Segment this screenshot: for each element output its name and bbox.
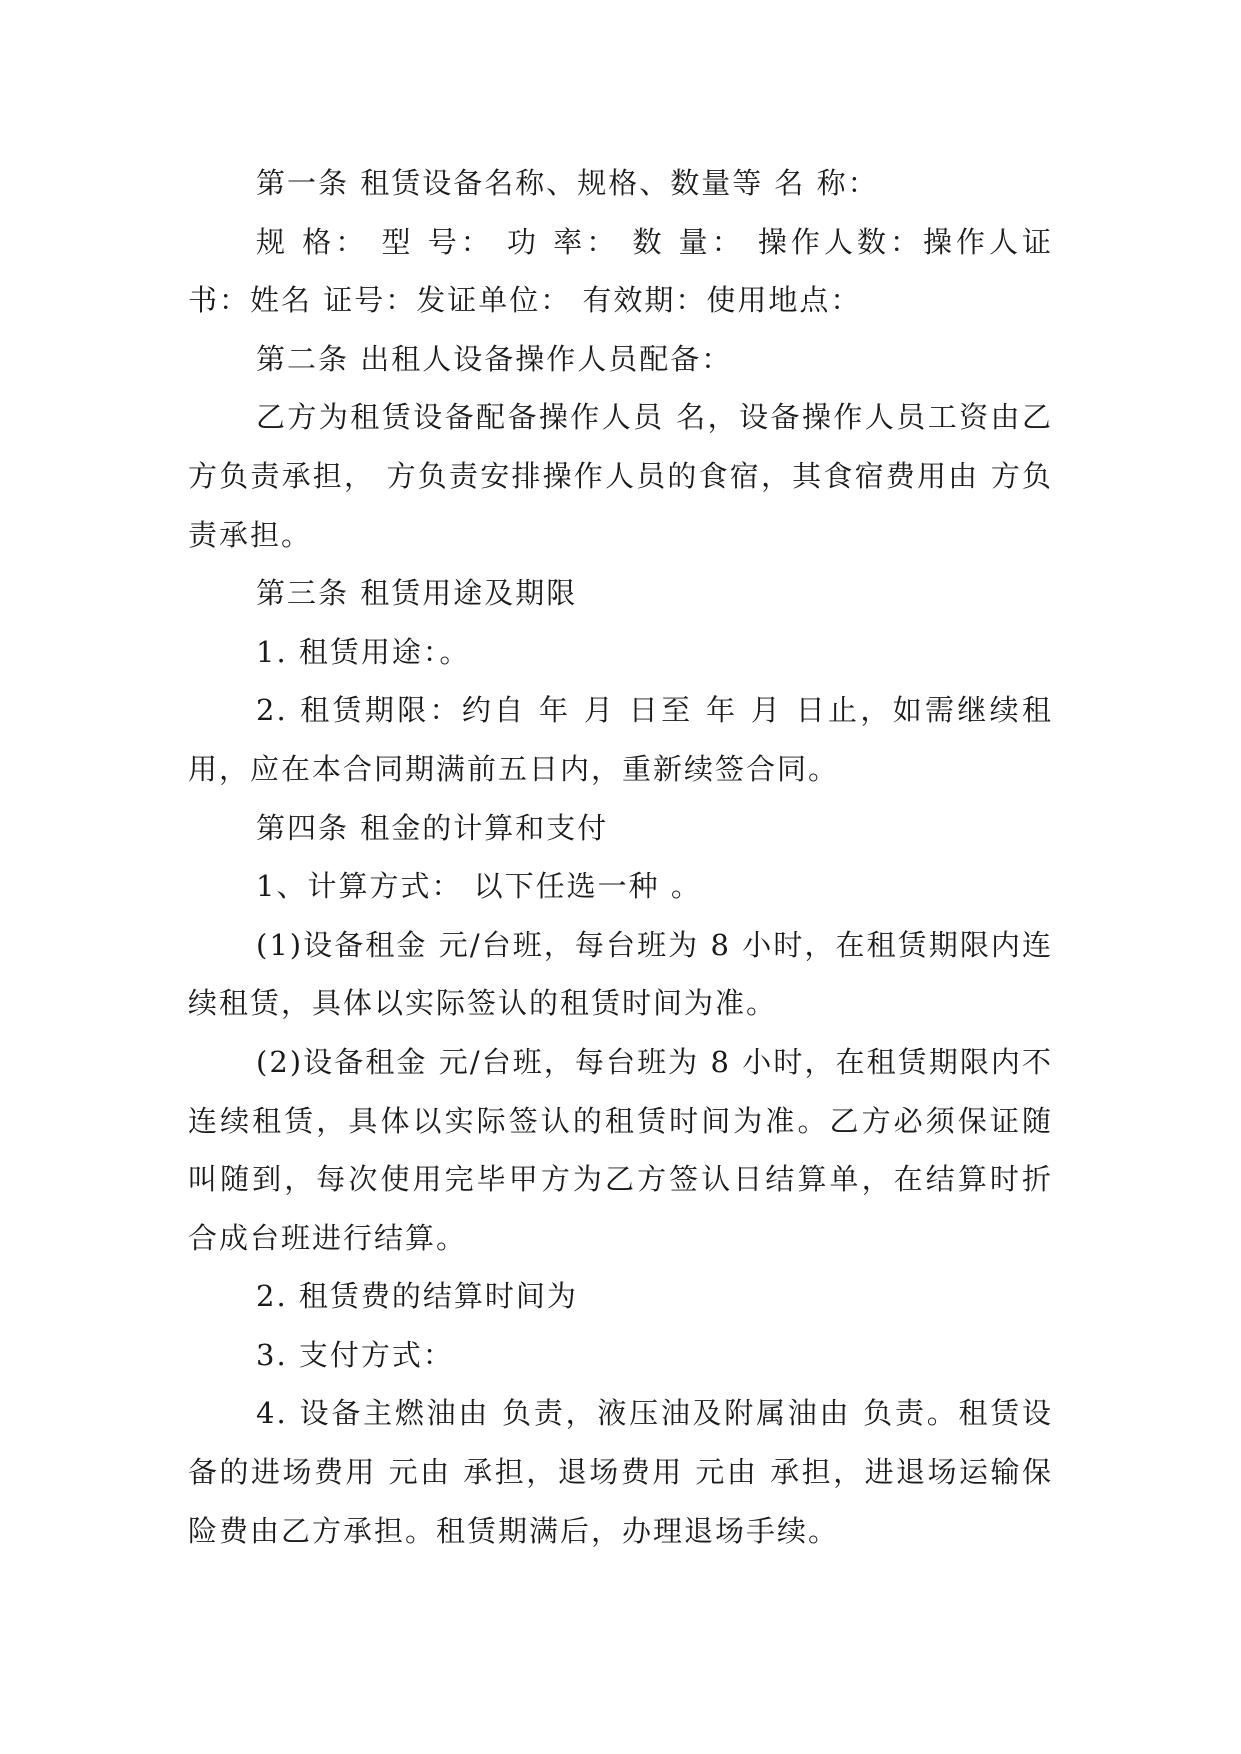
lease-term-item: 2. 租赁期限：约自 年 月 日至 年 月 日止，如需继续租用，应在本合同期满前五日内，重新续签合同。 — [188, 693, 1053, 786]
operator-staffing-paragraph: 乙方为租赁设备配备操作人员 名，设备操作人员工资由乙方负责承担， 方负责安排操作人员的食宿，其食宿费用由 方负责承担。 — [188, 400, 1053, 552]
option-1-continuous-lease: (1)设备租金 元/台班，每台班为 8 小时，在租赁期限内连续租赁，具体以实际签认的租赁时间为准。 — [188, 927, 1053, 1021]
settlement-time-item: 2. 租赁费的结算时间为 — [256, 1279, 578, 1314]
calculation-method-item: 1、计算方式： 以下任选一种 。 — [256, 869, 702, 904]
lease-purpose-item: 1. 租赁用途：。 — [256, 634, 471, 669]
article-2-heading: 第二条 出租人设备操作人员配备： — [256, 341, 733, 376]
article-4-heading: 第四条 租金的计算和支付 — [256, 810, 609, 845]
option-2-intermittent-lease: (2)设备租金 元/台班，每台班为 8 小时，在租赁期限内不连续租赁，具体以实际签认的租赁时间为准。乙方必须保证随叫随到，每次使用完毕甲方为乙方签认日结算单，在结算时折合成台班进行结算。 — [188, 1044, 1053, 1255]
fuel-and-transport-item: 4. 设备主燃油由 负责，液压油及附属油由 负责。租赁设备的进场费用 元由 承担，退场费用 元由 承担，进退场运输保险费由乙方承担。租赁期满后，办理退场手续。 — [188, 1396, 1053, 1548]
document-body — [188, 154, 1053, 1560]
payment-method-item: 3. 支付方式： — [256, 1337, 454, 1372]
equipment-spec-fields: 规 格： 型 号： 功 率： 数 量： 操作人数：操作人证书：姓名 证号：发证单位： 有效期：使用地点： — [188, 224, 1053, 318]
article-1-heading: 第一条 租赁设备名称、规格、数量等 名 称： — [256, 166, 879, 200]
article-3-heading: 第三条 租赁用途及期限 — [256, 576, 578, 611]
